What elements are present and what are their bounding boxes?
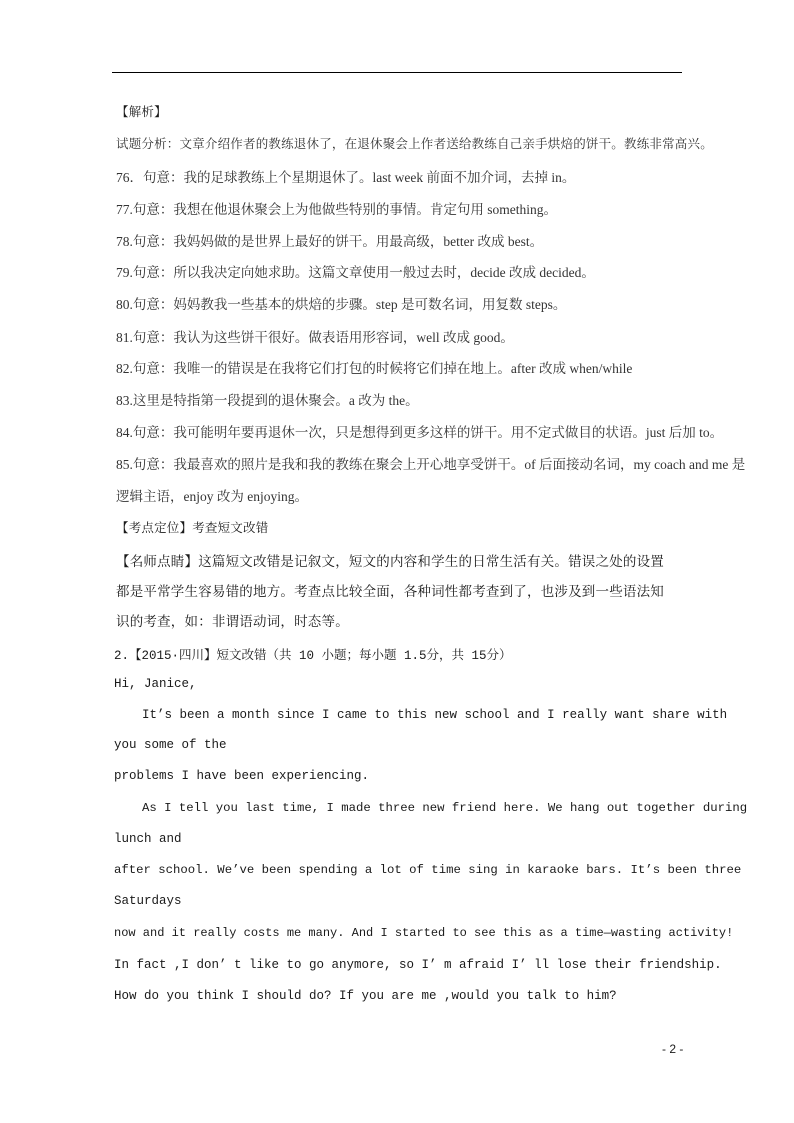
letter-line: you some of the <box>114 738 227 752</box>
letter-line: after school. We’ve been spending a lot of time sing in karaoke bars. It’s been three <box>114 863 742 877</box>
letter-line: Saturdays <box>114 894 182 908</box>
header-rule <box>112 72 682 73</box>
mingshi-line: 都是平常学生容易错的地方。考查点比较全面，各种词性都考查到了，也涉及到一些语法知 <box>116 584 664 600</box>
question-title: 2.【2015·四川】短文改错（共 10 小题；每小题 1.5分，共 15分） <box>114 649 512 663</box>
mingshi-line: 【名师点睛】这篇短文改错是记叙文，短文的内容和学生的日常生活有关。错误之处的设置 <box>116 554 664 570</box>
letter-greeting: Hi, Janice, <box>114 677 197 691</box>
analysis-item: 77.句意：我想在他退休聚会上为他做些特别的事情。肯定句用 something。 <box>116 202 557 217</box>
analysis-item: 79.句意：所以我决定向她求助。这篇文章使用一般过去时，decide 改成 decided。 <box>116 265 595 280</box>
analysis-item: 85.句意：我最喜欢的照片是我和我的教练在聚会上开心地享受饼干。of 后面接动名词，my coach and me 是 <box>116 457 746 472</box>
letter-line: problems I have been experiencing. <box>114 769 370 783</box>
page-number: - 2 - <box>662 1042 684 1056</box>
analysis-summary: 试题分析：文章介绍作者的教练退休了，在退休聚会上作者送给教练自己亲手烘焙的饼干。教练非常高兴。 <box>116 136 713 151</box>
analysis-heading: 【解析】 <box>116 104 167 119</box>
analysis-item: 84.句意：我可能明年要再退休一次，只是想得到更多这样的饼干。用不定式做目的状语。just 后加 to。 <box>116 425 724 440</box>
analysis-item: 80.句意：妈妈教我一些基本的烘焙的步骤。step 是可数名词，用复数 steps。 <box>116 297 567 312</box>
letter-line: How do you think I should do? If you are me ,would you talk to him? <box>114 989 617 1003</box>
analysis-item: 83.这里是特指第一段提到的退休聚会。a 改为 the。 <box>116 393 419 408</box>
analysis-item: 82.句意：我唯一的错误是在我将它们打包的时候将它们掉在地上。after 改成 when/while <box>116 361 633 376</box>
letter-line: It’s been a month since I came to this new school and I really want share with <box>142 708 728 722</box>
letter-line: As I tell you last time, I made three new friend here. We hang out together during <box>142 801 748 815</box>
letter-line: In fact ,I don’ t like to go anymore, so I’ m afraid I’ ll lose their friendship. <box>114 958 722 972</box>
analysis-item: 逻辑主语，enjoy 改为 enjoying。 <box>116 489 308 504</box>
analysis-item: 81.句意：我认为这些饼干很好。做表语用形容词，well 改成 good。 <box>116 330 514 345</box>
letter-line: lunch and <box>114 832 182 846</box>
analysis-item: 76．句意：我的足球教练上个星期退休了。last week 前面不加介词，去掉 in。 <box>116 170 576 185</box>
kaodian-label: 【考点定位】考查短文改错 <box>116 520 269 535</box>
mingshi-line: 识的考查，如：非谓语动词，时态等。 <box>116 614 349 630</box>
analysis-item: 78.句意：我妈妈做的是世界上最好的饼干。用最高级，better 改成 best。 <box>116 234 544 249</box>
letter-line: now and it really costs me many. And I started to see this as a time—wasting activity! <box>114 926 734 940</box>
